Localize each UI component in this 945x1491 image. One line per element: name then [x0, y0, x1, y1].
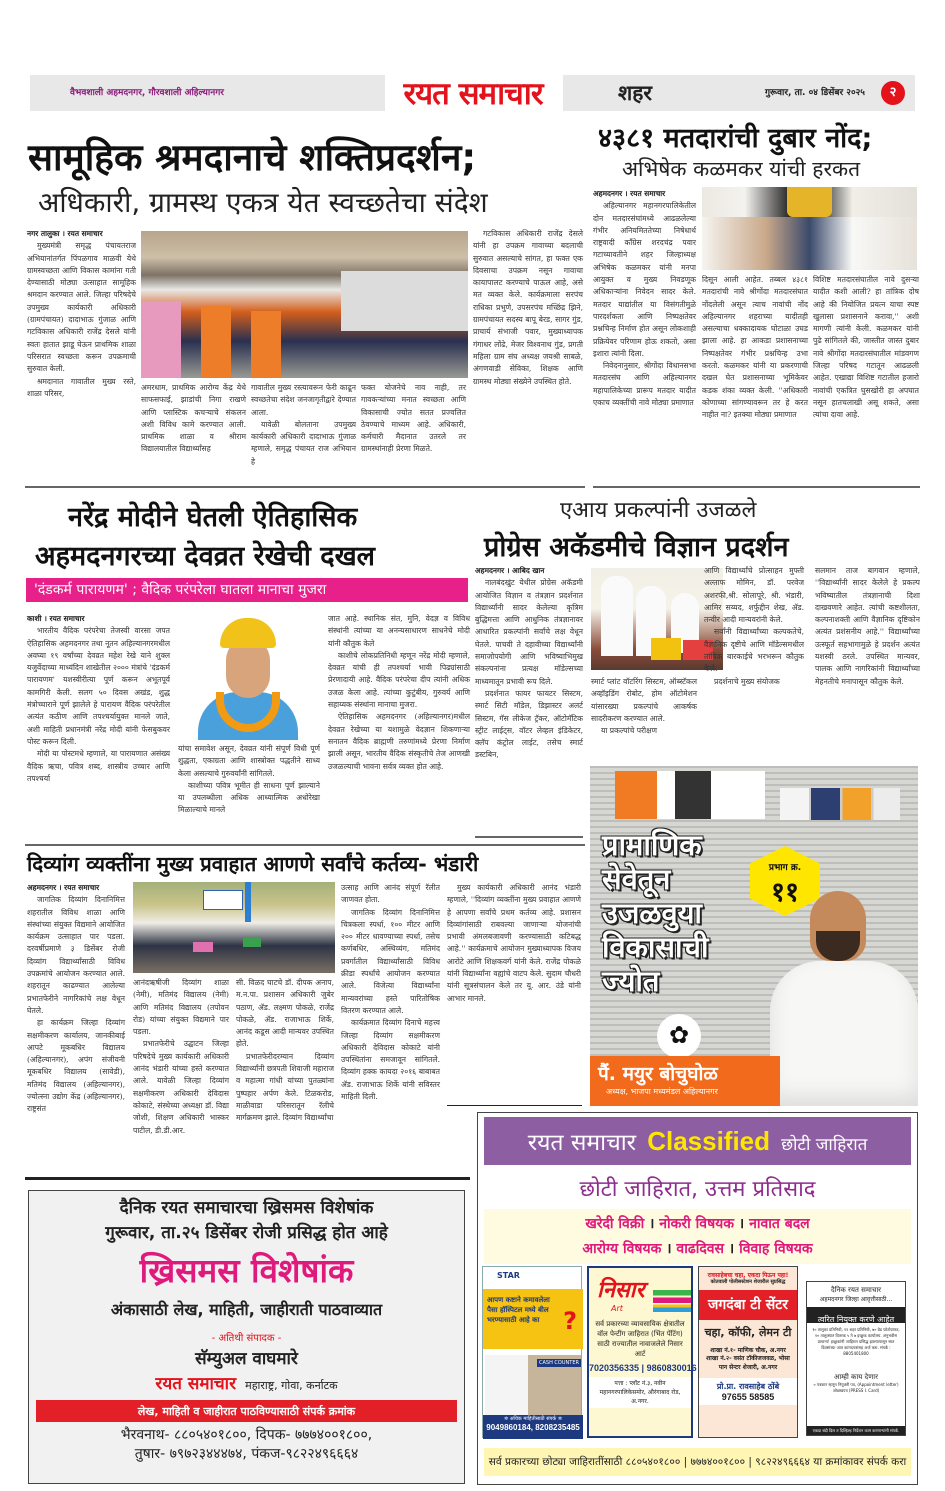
story1-column-4	[361, 382, 466, 482]
photo-placard	[243, 937, 261, 947]
masthead-logo: रयत समाचार	[403, 76, 543, 112]
ad-recruitment	[806, 1281, 906, 1436]
nisar-logo-sub: Art	[611, 1304, 623, 1313]
photo-figure	[201, 306, 231, 378]
slogan-line: ज्योत	[602, 964, 660, 998]
story5-text: हा कार्यक्रम जिल्हा दिव्यांग सक्षमीकरण कार्यालय, जानकीबाई आपटे मूकबधिर विद्यालय (अहिल्यानगर), अपंग संजीवनी मूकबधिर विद्यालय (सावेडी), मतिमंद विद्यालय (अहिल्यानगर), ज्योत्स्ना उद्योग केंद्र (अहिल्यानगर), राष्ट्रसंत	[27, 1018, 125, 1114]
classified-banner-right: छोटी जाहिरात	[781, 1135, 868, 1155]
story3-column-2	[178, 743, 320, 838]
political-advertisement	[590, 766, 918, 1106]
star-photo	[485, 1355, 581, 1415]
photo-figure	[251, 311, 281, 378]
contacts-line1: भैरवनाथ- ८८०५४०१८००, दिपक- ७७७४००१८००,	[120, 1427, 373, 1443]
candidate-kurta	[770, 961, 918, 1106]
jagdamba-branch1: शाखा नं.१- माणिक चौक, अ.नगर	[710, 1347, 786, 1354]
category-row: खरेदी विक्री । नोकरी विषयक । नावात बदल	[585, 1216, 810, 1232]
star-contact-bar	[483, 1415, 583, 1439]
story2-text: निवेदनानुसार, श्रीगोंदा विधानसभा मतदारसंघ आणि अहिल्यानगर महापालिकेच्या प्रारूप मतदार यादीत एकाच व्यक्तींची नावे मोठ्या प्रमाणात	[593, 361, 696, 408]
story5-column-3	[236, 977, 334, 1123]
divider	[475, 836, 583, 838]
jagdamba-owner: प्रो.प्रा. रावसाहेब ठोंबे	[716, 1382, 780, 1391]
story1-text: यावेळी बोलताना उपमुख्य कार्यकारी अधिकारी दादाभाऊ गुंजाळ म्हणाले, समृद्ध पंचायत राज अभियान हे	[251, 419, 356, 466]
christmas-ad-line1: दैनिक रयत समाचारचा ख्रिसमस विशेषांक	[119, 1198, 374, 1218]
ad-jagdamba-tea	[698, 1266, 798, 1438]
story5-text: जागतिक दिव्यांग दिनानिमित्त शहरातील विविध शाळा आणि संस्थांच्या संयुक्त विद्यमाने आयोजित कार्यक्रम उत्साहात पार पडला. दरवर्षीप्रमाणे ३ डिसेंबर रोजी दिव्यांग विद्यार्थ्यांसाठी विविध उपक्रमांचे आयोजन करण्यात आले. शहरातून काढण्यात आलेल्या प्रभातफेरीने नागरिकांचे लक्ष वेधून घेतले.	[27, 895, 125, 1015]
story2-text: अहिल्यानगर महानगरपालिकेतील दोन मतदारसंघांमध्ये आढळलेल्या गंभीर अनियमिततेच्या निषेधार्थ राष्ट्रवादी काँग्रेस शरदचंद्र पवार गटाच्यावतीने शहर जिल्हाध्यक्ष अभिषेक कळमकर यांनी मनपा आयुक्त व मुख्य निवडणूक अधिकाऱ्यांना निवेदन सादर केले. मतदार याद्यांतील या विसंगतीमुळे पारदर्शकता आणि निष्पक्षतेवर प्रश्नचिन्ह निर्माण होत असून लोकशाही प्रक्रियेवर परिणाम होऊ शकतो, असा इशारा त्यांनी दिला.	[593, 201, 696, 358]
slogan-line: सेवेतून	[602, 862, 671, 896]
classified-footer-bar	[484, 1448, 911, 1476]
ad-star-health	[482, 1266, 582, 1438]
jagdamba-name-bar	[699, 1290, 797, 1320]
story1-subhead: अधिकारी, ग्रामस्थ एकत्र येत स्वच्छतेचा संदेश	[38, 186, 488, 219]
story3-text: यांचा समावेश असून, देवव्रत यांनी संपूर्ण विधी पूर्ण शुद्धता, एकाग्रता आणि शास्त्रोक्त पद्धतीने साध्य केला असल्याचे गुरुवर्यांनी सांगितले.	[178, 744, 320, 778]
story3-headline-line2: अहमदनगरच्या देवव्रत रेखेची दखल	[35, 541, 375, 572]
story3-headline-line1: नरेंद्र मोदीने घेतली ऐतिहासिक	[68, 502, 358, 533]
story4-dateline: अहमदनगर । आबिद खान	[475, 566, 545, 575]
nisar-color-stripes	[653, 1290, 691, 1312]
story1-column-2	[141, 382, 246, 482]
story1-text: गावातील मुख्य रस्त्यावरून फेरी काढून स्वच्छतेचा संदेश जनजागृतीद्वारे देण्यात आला.	[251, 383, 356, 417]
story5-text: सी. विळद घाटचे डॉ. दीपक अनाप, म.न.पा. प्रशासन अधिकारी जुबेर पठाण, ॲड. लक्ष्मण पोकळे, राजेंद्र पोकळे, ॲड. राजाभाऊ शिर्के, आनंद कडूस आदी मान्यवर उपस्थित होते.	[236, 978, 334, 1049]
story5-text: आनंदऋषीजी दिव्यांग शाळा (नेमी), मतिमंद विद्यालय (नेमी) आणि मतिमंद विद्यालय (तपोवन रोड) यांच्या संयुक्त विद्यमाने पार पडला.	[133, 978, 229, 1037]
divider	[593, 486, 920, 488]
story4-text: स्मार्ट प्लांट वॉटरिंग सिस्टम, ऑब्स्टॅकल अव्हॉइडिंग रोबोट, होम ऑटोमेशन यांसारख्या प्रकल्पांचे आकर्षक सादरीकरण करण्यात आले.	[591, 677, 697, 723]
story1-text: अमरधाम, प्राथमिक आरोग्य केंद्र येथे साफसफाई, झाडांची निगा राखणे आणि प्लास्टिक कचऱ्याचे संकलन अशी विविध कामे करण्यात आली. प्राथमिक शाळा व श्रीराम विद्यालयातील विद्यार्थ्यांसह	[141, 383, 246, 454]
story5-photo-rally	[133, 882, 335, 973]
christmas-ad-line2: गुरूवार, ता.२५ डिसेंबर रोजी प्रसिद्ध होत आहे	[105, 1223, 388, 1243]
divider	[25, 1177, 470, 1180]
story5-text: कार्यक्रमात दिव्यांग दिनाचे महत्त्व जिल्हा दिव्यांग सक्षमीकरण अधिकारी देविदास कोकाटे यांनी उपस्थितांना समजावून सांगितले. दिव्यांग हक्क कायदा २०१६ बाबाबत ॲड. राजाभाऊ शिर्के यांनी सविस्तर माहिती दिली.	[341, 1018, 440, 1102]
story4-column-2	[591, 676, 697, 766]
christmas-ad-brand-row	[29, 1371, 464, 1394]
story5-text: जागतिक दिव्यांग दिनानिमित्त चित्रकला स्पर्धा, १०० मीटर आणि २०० मीटर धावण्याच्या स्पर्धा, तसेच कर्णबधिर, अस्थिव्यंग, मतिमंद प्रवर्गातील विद्यार्थ्यांसाठी विविध क्रीडा स्पर्धांचे आयोजन करण्यात आले. विजेत्या विद्यार्थ्यांना मान्यवरांच्या हस्ते पारितोषिक वितरण करण्यात आले.	[341, 907, 440, 1015]
story3-text: काशीचे लोकप्रतिनिधी म्हणून नरेंद्र मोदी म्हणाले, देवव्रत यांची ही तपश्चर्या भावी पिढ्यांसाठी प्रेरणादायी आहे. वैदिक परंपरेचा दीप त्यांनी अधिक उजळ केला आहे. त्यांच्या कुटुंबीय, गुरुवर्य आणि सहाय्यक संस्थांना मानाचा मुजरा.	[328, 650, 470, 710]
story5-text: मुख्य कार्यकारी अधिकारी आनंद भंडारी म्हणाले, ''दिव्यांग व्यक्तींना मुख्य प्रवाहात आणणे हे आपणा सर्वांचे प्रथम कर्तव्य आहे. प्रशासन दिव्यांगांसाठी राबवल्या जाणाऱ्या योजनांची प्रभावी अंमलबजावणी करण्यासाठी कटिबद्ध आहे.'' कार्यक्रमाचे आयोजन मुख्याध्यापक विजय आरोटे आणि शिक्षकवर्ग यांनी केले. राजेंद्र पोकळे यांनी विद्यार्थ्यांना वह्यांचे वाटप केले. सुदाम चौधरी यांनी सूत्रसंचालन केले तर यू. आर. उंडे यांनी आभार मानले.	[447, 883, 581, 1003]
photo-student	[601, 576, 633, 656]
jagdamba-top2: कोतवाली पोलीसस्टेशन शेजारील सुप्रसिद्ध	[710, 1279, 786, 1285]
story4-kicker: एआय प्रकल्पांनी उजळले	[560, 498, 757, 523]
story3-dateline: काशी । रयत समाचार	[27, 614, 85, 623]
recruit-offer-body: ० पत्रकार म्हणून नियुक्ती पत्र, (Appointment letter) ओळखपत्र (PRESS I. Card)	[813, 1382, 899, 1393]
story5-column-1	[27, 882, 125, 1114]
photo-figure	[341, 271, 468, 331]
story4-text: या प्रकल्पांचे परीक्षण	[601, 726, 658, 736]
photo-people	[702, 217, 917, 270]
jagdamba-footer	[699, 1378, 797, 1405]
recruit-bar	[807, 1307, 905, 1323]
story1-text: फक्त योजनेचे नाव नाही, तर गावकऱ्यांच्या मनात स्वच्छता आणि विकासाची ज्योत सतत प्रज्वलित ठेवण्याचे माध्यम आहे. अधिकारी, कर्मचारी मैदानात उतरले तर ग्रामस्थांनाही प्रेरणा मिळते.	[361, 383, 466, 454]
story5-column-5	[447, 882, 581, 1082]
recruit-line1: दैनिक रयत समाचार	[830, 1286, 881, 1294]
story2-text: दिसून आली आहेत. तब्बल ४३८१ मतदारांची नावे श्रीगोंदा मतदारसंघात नोंदलेली असून त्याच नावांची नोंद अहिल्यानगर शहराच्या यादीतही असल्याचा धक्कादायक घोटाळा उघड झाला आहे. हा आकडा प्रशासनाच्या निष्पक्षतेवर गंभीर प्रश्नचिन्ह उभा करतो. कळमकर यांनी या प्रकरणाची दखल घेत प्रशासनाच्या भूमिकेवर कडक शंका व्यक्त केली. ''अधिकारी कोणाच्या सांगण्यावरून तर हे करत नाहीत ना? इतक्या मोठ्या प्रमाणात	[702, 275, 808, 420]
guest-editor-label: - अतिथी संपादक -	[211, 1333, 282, 1344]
jagdamba-branch2: शाखा नं.२- वसंत टॉकीजजवळ, भोसा पान सेन्टर शेजारी, अ.नगर	[706, 1355, 790, 1371]
story3-text: मोदी या पोस्टमधे म्हणाले, या पारायणात असंख्य वैदिक ऋचा, पवित्र शब्द, शास्त्रीय उच्चार आणि तपश्चर्या	[27, 749, 170, 783]
story3-text: भारतीय वैदिक परंपरेचा तेजस्वी वारसा जपत ऐतिहासिक अहमदनगर तथा नूतन अहिल्यानगरमधील अवघ्या १९ वर्षांच्या देवव्रत महेश रेखे याने शुक्ल यजुर्वेदाच्या माध्यंदिन शाखेतील २००० मंत्रांचे 'दंडकर्म पारायणम' यशस्वीरीत्या पूर्ण करून अभूतपूर्व कामगिरी केली. सलग ५० दिवस अखंड, शुद्ध मंत्रोच्चाराने पूर्ण झालेले हे पारायण वैदिक परंपरेतील अत्यंत कठीण आणि तपश्चर्यायुक्त मानले जाते, अशी माहिती प्रधानमंत्री नरेंद्र मोदी यांनी फेसबुकवर पोस्ट करून दिली.	[27, 626, 170, 746]
photo-flag	[245, 882, 251, 922]
story4-column-3	[704, 565, 804, 765]
jagdamba-top1: रावसाहेबचा चहा, एकदा पिऊन पहा!	[707, 1272, 789, 1279]
story3-photo-devvrat	[178, 612, 318, 740]
photo-turban	[220, 618, 276, 648]
star-phones: 9049860184, 8208235485	[486, 1423, 580, 1432]
photo-model	[651, 638, 681, 660]
jagdamba-items: चहा, कॉफी, लेमन टी	[704, 1326, 792, 1339]
classified-categories	[484, 1209, 911, 1264]
story4-text: प्रदर्शनाचे मुख्य संयोजक	[714, 676, 780, 686]
story3-text: ऐतिहासिक अहमदनगर (अहिल्यानगर)मधील देवव्रत रेखेच्या या यशामुळे वेदज्ञान शिकणाऱ्या सनातन वैदिक ब्राह्मणी तरुणांमध्ये प्रेरणा निर्माण झाली असून, भारतीय वैदिक संस्कृतीचे तेज आणखी उजळल्याची भावना सर्वत्र व्यक्त होत आहे.	[328, 712, 470, 771]
story5-text: प्रभातफेरीचे उद्घाटन जिल्हा परिषदेचे मुख्य कार्यकारी अधिकारी आनंद भंडारी यांच्या हस्ते करण्यात आले. यावेळी जिल्हा दिव्यांग सक्षमीकरण अधिकारी देविदास कोकाटे, संस्थेच्या अध्यक्षा डॉ. विद्या जोशी, शिक्षण अधिकारी भास्कर पाटील, डी.डी.आर.	[133, 1039, 229, 1135]
story4-column-4	[815, 565, 920, 765]
recruit-line2: अहमदनगर जिल्हा आवृत्तीसाठी...	[819, 1296, 893, 1303]
story4-text: सलमान ताज बागवान म्हणाले, ''विद्यार्थ्यांनी सादर केलेले हे प्रकल्प भविष्यातील तंत्रज्ञानाची दिशा दाखवणारे आहेत. त्यांची कष्टशीलता, कल्पनाशक्ती आणि वैज्ञानिक दृष्टिकोन अत्यंत प्रशंसनीय आहे.'' विद्यार्थ्यांच्या उत्स्फूर्त सहभागामुळे हे प्रदर्शन अत्यंत यशस्वी ठरले. उपस्थित मान्यवर, पालक आणि नागरिकांनी विद्यार्थ्यांच्या मेहनतीचे मनापासून कौतुक केले.	[815, 566, 920, 686]
story4-column-1	[475, 565, 583, 830]
slogan-line: उजळवुया	[602, 896, 702, 930]
leaders-photo-strip	[780, 788, 900, 820]
story4-text: आणि विद्यार्थ्यांचे प्रोत्साहन मुफ्ती अल्ताफ मोमिन, डॉ. परवेज अशरफी,श्री. सोलापूरे, श्री. भंडारी, आमिर सय्यद, शर्फुद्दीन शेख, ॲड. तन्वीर आदी मान्यवरांनी केले.	[704, 566, 804, 625]
ad-slogan	[602, 828, 708, 998]
story3-column-3	[328, 613, 470, 838]
story3-column-1	[27, 613, 170, 838]
story3-text: काशीच्या पवित्र भूमीत ही साधना पूर्ण झाल्याने या उपलब्धीला अधिक आध्यात्मिक अधोरेखा मिळाल्याचे मानले	[178, 780, 320, 815]
candidate-name-bar	[590, 1056, 780, 1106]
photo-figure	[141, 301, 181, 378]
story2-headline: ४३८१ मतदारांची दुबार नोंद;	[598, 123, 873, 154]
category-buy-sell[interactable]: खरेदी विक्री	[585, 1216, 645, 1232]
classified-banner	[484, 1117, 911, 1165]
star-question: आपण कष्टाने कमावलेला पैसा हॉस्पिटल मध्ये बील भरण्यासाठी आहे का	[487, 1296, 550, 1324]
page-number-badge: २	[881, 81, 905, 105]
classified-section	[477, 1112, 918, 1485]
header-left-bar	[30, 75, 385, 111]
divider	[447, 1105, 582, 1106]
section-name: शहर	[618, 80, 653, 105]
brand-name: रयत समाचार	[155, 1374, 237, 1394]
star-question-banner	[483, 1289, 583, 1349]
star-more-info: ✲ अधिक माहितीसाठी संपर्क ✲	[503, 1416, 563, 1422]
story1-text: श्रमदानात गावातील मुख्य रस्ते, शाळा परिसर,	[27, 376, 136, 398]
story4-text: सर्वांनी विद्यार्थ्यांच्या कल्पकतेचे, वैज्ञानिक दृष्टीचे आणि मॉडेल्समधील तांत्रिक बारकाईचे भरभरून कौतुक केले.	[704, 627, 804, 674]
divider	[25, 486, 585, 488]
story5-text: प्रभातफेरीदरम्यान दिव्यांग विद्यार्थ्यांनी छत्रपती शिवाजी महाराज व महात्मा गांधी यांच्या पुतळ्यांना पुष्पहार अर्पण केले. टिळकरोड, माळीवाडा परिसरातून रॅलीचे मार्गक्रमण झाले. दिव्यांग विद्यार्थ्यांचा	[236, 1051, 334, 1123]
story4-text: प्रदर्शनात फायर फायटर सिस्टम, स्मार्ट सिटी मॉडेल, डिझास्टर अलर्ट सिस्टम, गॅस लीकेज ट्रॅकर, ऑटोमॅटिक स्ट्रीट लाईट्स, वॉटर लेव्हल इंडिकेटर, क्लॅप कंट्रोल लाईट, तसेच स्मार्ट डस्टबिन,	[475, 688, 583, 760]
classified-banner-word: Classified	[647, 1126, 771, 1156]
christmas-special-advertisement	[28, 1190, 465, 1484]
classified-footer: सर्व प्रकारच्या छोट्या जाहिरातींसाठी ८८०५४०१८०० | ७७७४००१८०० | ९८२२४९६६६४ या क्रमांकावर संपर्क करा	[488, 1456, 907, 1468]
story5-text: उत्साह आणि आनंद संपूर्ण रॅलीत जाणवत होता.	[341, 883, 440, 905]
header-right-bar	[563, 75, 915, 111]
guest-editor-name: सॅम्युअल वाघमारे	[195, 1349, 298, 1369]
candidate-name: पैं. मयुर बोचुघोळ	[598, 1063, 718, 1085]
nisar-desc: सर्व प्रकारच्या व्यावसायिक क्षेत्रातील वॉल पेन्टींग जाहिरात (भिंत पेंटिंग) साठी राज्यातील नावाजलेले निसार आर्ट	[595, 1320, 685, 1358]
bjp-lotus-logo: ✿	[657, 1014, 701, 1058]
christmas-ad-title: ख्रिसमस विशेषांक	[139, 1251, 354, 1290]
slogan-line: विकासाची	[602, 930, 709, 964]
story1-column-3	[251, 382, 356, 482]
header-tagline: वैभवशाली अहमदनगर, गौरवशाली अहिल्यानगर	[70, 88, 224, 98]
candidate-designation: अध्यक्ष, भाजपा मध्यमंडल अहिल्यानगर	[606, 1087, 718, 1096]
story2-text: विशिष्ट मतदारसंघातील नावे दुसऱ्या यादीत कशी आली? हा तांत्रिक दोष आहे की नियोजित प्रयत्न याचा स्पष्ट खुलासा प्रशासनाने करावा,'' अशी मागणी त्यांनी केली. कळमकर यांनी पुढे सांगितले की, जास्तीत जास्त दुबार नावे श्रीगोंदा मतदारसंघातील मांडवगण जिल्हा परिषद गटातून आढळली आहेत. एखाद्या विशिष्ट गटातील हजारो नावांची एकत्रित घुसखोरी हा अपघात नसून हातचलाखी असू शकते, असा त्यांचा दावा आहे.	[813, 275, 919, 420]
classified-tagline: छोटी जाहिरात, उत्तम प्रतिसाद	[579, 1177, 816, 1202]
story1-headline: सामूहिक श्रमदानाचे शक्तिप्रदर्शन;	[28, 136, 477, 179]
candidate-photo	[770, 891, 918, 1106]
photo-placard	[193, 942, 213, 952]
story4-headline: प्रोग्रेस अकॅडमीचे विज्ञान प्रदर्शन	[484, 532, 789, 563]
recruit-footer: एकदा बंदी दिल त दिल्हिल्ह निर्देशन काम करणाऱ्यांनी संपर्क.	[807, 1426, 905, 1435]
story1-dateline: नगर तालुका । रयत समाचार	[27, 229, 103, 238]
issue-date: गुरूवार, ता. ०४ डिसेंबर २०२५	[764, 88, 865, 98]
recruit-body: १० तालुका प्रतिनिधी, ११ शहर प्रतिनिधी, ७० ग्रेड फोटोग्राफर, १० तालुक्यात वितरक ५ ते ७ इच्छुक कार्यालय. अनुभवीस प्राधान्य! इच्छुकांनी जाहिरात प्रसिद्ध झाल्यापासून सात दिवसांच्या आत कागदपत्रांसह अर्ज करा. संपर्क : 8805401800	[812, 1327, 900, 1356]
ad-nisar-art	[587, 1266, 697, 1438]
contact-bar	[36, 1400, 457, 1422]
nisar-logo: निसार	[597, 1278, 645, 1303]
story1-photo-shramdan	[141, 231, 468, 378]
story2-column-1	[593, 188, 696, 484]
recruit-bar-text: त्वरित नियुक्त करणे आहेत	[817, 1315, 895, 1324]
story5-dateline: अहमदनगर । रयत समाचार	[27, 883, 100, 892]
category-row: आरोग्य विषयक । वाढदिवस । विवाह विषयक	[582, 1241, 813, 1257]
brand-regions: महाराष्ट्र, गोवा, कर्नाटक	[245, 1379, 338, 1392]
category-name-change[interactable]: नावात बदल	[749, 1216, 810, 1232]
question-mark-icon: ?	[563, 1307, 577, 1335]
story3-text: जात आहे. स्थानिक संत, मुनि, वेदज्ञ व विविध संस्थांनी त्यांच्या या अनन्यसाधारण साधनेचे मोदी यांनी कौतुक केले	[328, 614, 470, 648]
category-health[interactable]: आरोग्य विषयक	[582, 1241, 662, 1257]
story1-column-5	[473, 228, 583, 483]
jagdamba-phone: 97655 58585	[721, 1392, 775, 1402]
jagdamba-name: जगदंबा टी सेंटर	[708, 1297, 788, 1313]
category-jobs[interactable]: नोकरी विषयक	[659, 1216, 735, 1232]
star-counter-sign: CASH COUNTER	[539, 1360, 579, 1366]
christmas-ad-line3: अंकासाठी लेख, माहिती, जाहीराती पाठवाव्यात	[110, 1300, 383, 1319]
star-logo: STAR	[497, 1271, 520, 1280]
story4-text: नालबंदखुंट येथील प्रोग्रेस अकॅडमी आयोजित विज्ञान व तंत्रज्ञान प्रदर्शनात विद्यार्थ्यांनी सादर केलेल्या कृत्रिम बुद्धिमत्ता आणि आधुनिक तंत्रज्ञानावर आधारित प्रकल्पांनी सर्वांचे लक्ष वेधून घेतले. पाचवी ते दहावीच्या विद्यार्थ्यांनी समाजोपयोगी आणि भविष्याभिमुख संकल्पनांना प्रत्यक्ष मॉडेल्सच्या माध्यमातून प्रभावी रूप दिले.	[475, 578, 583, 686]
story3-strap-bar	[26, 578, 468, 602]
story5-headline: दिव्यांग व्यक्तींना मुख्य प्रवाहात आणणे सर्वांचे कर्तव्य- भंडारी	[27, 852, 479, 876]
leaders-photo-strip	[615, 771, 765, 819]
story1-text: मुख्यमंत्री समृद्ध पंचायतराज अभियानांतर्गत पिंपळगाव माळवी येथे ग्रामस्वच्छता आणि विकास कामांना गती देण्यासाठी मोठ्या उत्साहात सामूहिक श्रमदान करण्यात आले. जिल्हा परिषदेचे उपमुख्य कार्यकारी अधिकारी (ग्रामपंचायत) दादाभाऊ गुंजाळ आणि गटविकास अधिकारी राजेंद्र देसले यांनी स्वतः हातात झाडू घेऊन प्राथमिक शाळा परिसरात स्वच्छता करून उपक्रमाची सुरुवात केली.	[27, 241, 136, 374]
nisar-phones: 7020356335 | 9860830016	[589, 1363, 697, 1373]
story2-column-3	[813, 274, 919, 484]
contacts-line2: तुषार- ७९७२३४४४७४, पंकज-९८२२४९६६६४	[134, 1446, 359, 1462]
ward-label: प्रभाग क्र.	[768, 863, 802, 873]
story1-text: गटविकास अधिकारी राजेंद्र देसले यांनी हा उपक्रम गावाच्या बदलाची सुरुवात असल्याचे सांगत, हा फक्त एक दिवसाचा उपक्रम नसून गावाचा कायापालट करण्याचे पाऊल आहे, असे मत व्यक्त केले. कार्यक्रमाला सरपंच राधिका प्रभुणे, उपसरपंच मच्छिंद्र झिने, ग्रामपंचायत सदस्य बापू बेरड, सागर गुंड, प्राचार्य संभाजी पवार, मुख्याध्यापक गंगाधर लोंढे, मेजर विश्वनाथ गुंड, प्रगती महिला ग्राम संघ अध्यक्ष जयश्री साबळे, अंगणवाडी सेविका, शिक्षक आणि ग्रामस्थ मोठ्या संख्येने उपस्थित होते.	[473, 229, 583, 386]
commissioner-logo-icon	[787, 187, 832, 217]
story2-photo-memorandum	[702, 187, 917, 270]
category-marriage[interactable]: विवाह विषयक	[739, 1241, 813, 1257]
story5-column-4	[341, 882, 440, 1102]
ward-number: ११	[770, 877, 800, 908]
category-birthday[interactable]: वाढदिवस	[676, 1241, 725, 1257]
slogan-line: प्रामाणिक	[602, 828, 702, 862]
classified-banner-brand: रयत समाचार	[527, 1130, 637, 1156]
story2-subhead: अभिषेक कळमकर यांची हरकत	[622, 157, 861, 181]
story5-column-2	[133, 977, 229, 1135]
recruit-offer-title: आम्ही काय देणार	[834, 1373, 878, 1381]
story2-dateline: अहमदनगर । रयत समाचार	[593, 189, 666, 198]
nisar-address: पत्ता : प्लॉट नं.३, नवीन महानगरपालिकेसमोर, औरंगाबाद रोड, अ.नगर.	[589, 1377, 691, 1408]
story1-column-1	[27, 228, 136, 483]
story2-column-2	[702, 274, 808, 484]
divider	[25, 844, 585, 846]
story3-strap: 'दंडकर्म पारायणम' ; वैदिक परंपरेला घातला मानाचा मुजरा	[34, 582, 327, 598]
photo-banner	[203, 890, 243, 910]
contact-bar-text: लेख, माहिती व जाहीरात पाठविण्यासाठी संपर्क क्रमांक	[137, 1405, 356, 1418]
